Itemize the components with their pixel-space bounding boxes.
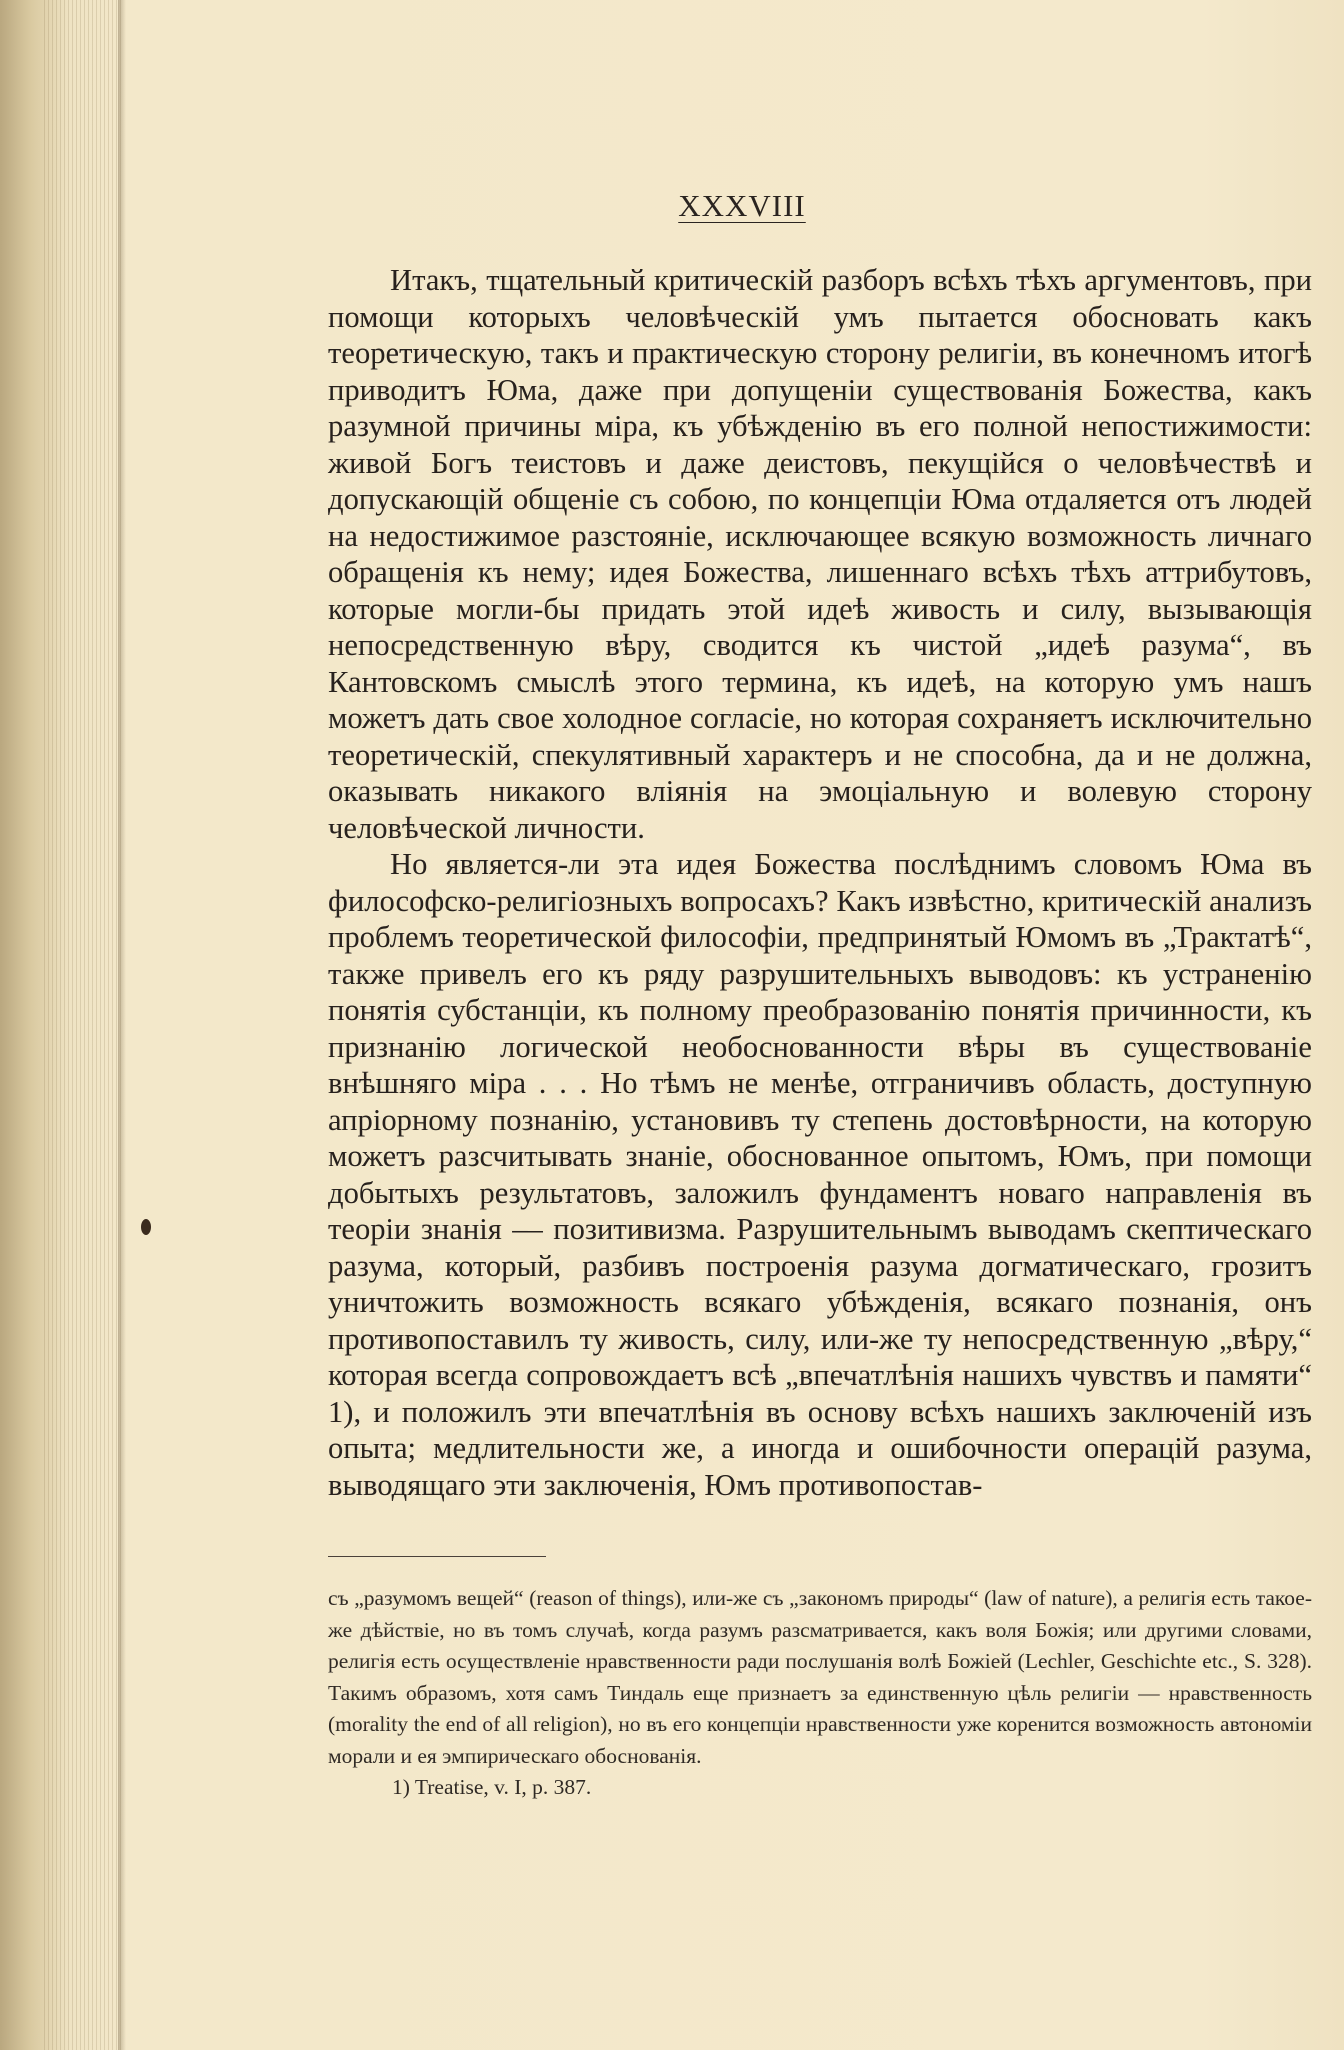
footnotes: [328, 1583, 1312, 1804]
footnote-1: 1) Treatise, v. I, p. 387.: [392, 1775, 592, 1799]
footnote-continuation: съ „разумомъ вещей“ (reason of things), или-же съ „закономъ природы“ (law of nature), а религія есть такое-же дѣйствіе, но въ томъ случаѣ, когда разумъ разсматривается, какъ воля Божія; или другими словами, религія есть осуществленіе нравственности ради послушанія волѣ Божіей (Lechler, Geschichte etc., S. 328). Такимъ образомъ, хотя самъ Тиндаль еще признаетъ за единственную цѣль религіи — нравственность (morality the end of all religion), но въ его концепціи нравственности уже коренится возможность автономіи морали и ея эмпирическаго обоснованія.: [328, 1586, 1312, 1768]
page-edges: [44, 0, 124, 2050]
paragraph-2: Но является-ли эта идея Божества послѣднимъ словомъ Юма въ философско-религіозныхъ вопросахъ? Какъ извѣстно, критическій анализъ проблемъ теоретической философіи, предпринятый Юмомъ въ „Трактатѣ“, также привелъ его къ ряду разрушительныхъ выводовъ: къ устраненію понятія субстанціи, къ полному преобразованію понятія причинности, къ признанію логической необоснованности вѣры въ существованіе внѣшняго міра . . . Но тѣмъ не менѣе, отграничивъ область, доступную апріорному познанію, установивъ ту степень достовѣрности, на которую можетъ разсчитывать знаніе, обоснованное опытомъ, Юмъ, при помощи добытыхъ результатовъ, заложилъ фундаментъ новаго направленія въ теоріи знанія –– позитивизма. Разрушительнымъ выводамъ скептическаго разума, который, разбивъ построенія разума догматическаго, грозитъ уничтожить возможность всякаго убѣжденія, всякаго познанія, онъ противопоставилъ ту живость, силу, или-же ту непосредственную „вѣру,“ которая всегда сопровождаетъ всѣ „впечатлѣнія нашихъ чувствъ и памяти“ 1), и положилъ эти впечатлѣнія въ основу всѣхъ нашихъ заключеній изъ опыта; медлительности же, а иногда и ошибочности операцій разума, выводящаго эти заключенія, Юмъ противопостав-: [328, 847, 1312, 1502]
binding-shadow: [118, 0, 126, 2050]
body-text: [328, 262, 1312, 1503]
footnote-rule: [328, 1556, 546, 1557]
page-number-text: XXXVIII: [678, 188, 806, 223]
ink-blot: [141, 1219, 151, 1235]
page-number: [0, 188, 1344, 224]
paragraph-1: Итакъ, тщательный критическій разборъ всѣхъ тѣхъ аргументовъ, при помощи которыхъ человѣческій умъ пытается обосновать какъ теоретическую, такъ и практическую сторону религіи, въ конечномъ итогѣ приводитъ Юма, даже при допущеніи существованія Божества, какъ разумной причины міра, къ убѣжденію въ его полной непостижимости: живой Богъ теистовъ и даже деистовъ, пекущійся о человѣчествѣ и допускающій общеніе съ собою, по концепціи Юма отдаляется отъ людей на недостижимое разстояніе, исключающее всякую возможность личнаго обращенія къ нему; идея Божества, лишеннаго всѣхъ тѣхъ аттрибутовъ, которые могли-бы придать этой идеѣ живость и силу, вызывающія непосредственную вѣру, сводится къ чистой „идеѣ разума“, въ Кантовскомъ смыслѣ этого термина, къ идеѣ, на которую умъ нашъ можетъ дать свое холодное согласіе, но которая сохраняетъ исключительно теоретическій, спекулятивный характеръ и не способна, да и не должна, оказывать никакого вліянія на эмоціальную и волевую сторону человѣческой личности.: [328, 263, 1312, 845]
